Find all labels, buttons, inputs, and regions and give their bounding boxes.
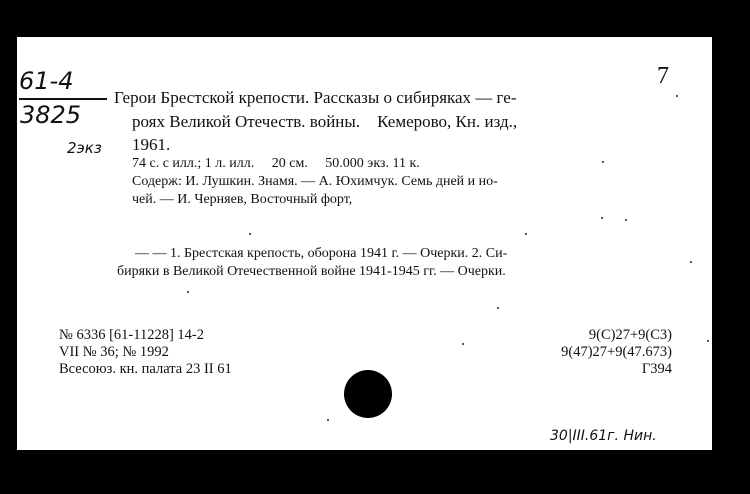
classification-2: 9(47)27+9(47.673): [561, 344, 672, 360]
scan-speck: [625, 219, 627, 221]
footer-chamber: Всесоюз. кн. палата 23 II 61: [59, 361, 232, 377]
scan-speck: [690, 261, 692, 263]
handwritten-number-top: 61-4: [19, 67, 74, 95]
handwritten-number-bottom: 3825: [20, 101, 82, 129]
scan-speck: [249, 233, 251, 235]
card-number: 7: [657, 63, 669, 89]
handwritten-copies-note: 2экз: [67, 139, 102, 157]
title-line-3: 1961.: [132, 135, 171, 154]
scan-speck: [676, 95, 678, 97]
subjects-line-2: биряки в Великой Отечественной войне 1941-1945 гг. — Очерки.: [117, 264, 506, 279]
footer-record-number: № 6336 [61-11228] 14-2: [59, 327, 204, 343]
scan-speck: [601, 217, 603, 219]
title-line-2: роях Великой Отечеств. войны. Кемерово, Кн. изд.,: [132, 112, 518, 131]
scan-speck: [707, 340, 709, 342]
punch-hole: [344, 370, 392, 418]
footer-series: VII № 36; № 1992: [59, 344, 169, 360]
handwritten-date-note: 30|III.61г. Нин.: [550, 428, 657, 444]
subjects-line-1: — — 1. Брестская крепость, оборона 1941 г. — Очерки. 2. Си-: [135, 246, 508, 261]
classification-3: Г394: [641, 361, 672, 377]
scan-speck: [327, 419, 329, 421]
physical-description: 74 с. с илл.; 1 л. илл. 20 см. 50.000 экз. 11 к.: [132, 156, 420, 171]
scan-speck: [462, 343, 464, 345]
classification-1: 9(С)27+9(С3): [588, 327, 672, 343]
scan-speck: [497, 307, 499, 309]
contents-line-2: чей. — И. Черняев, Восточный форт,: [132, 192, 353, 207]
scan-speck: [525, 233, 527, 235]
contents-line-1: Содерж: И. Лушкин. Знамя. — А. Юхимчук. Семь дней и но-: [132, 174, 498, 189]
title-line-1: Герои Брестской крепости. Рассказы о сибиряках — ге-: [114, 88, 517, 107]
catalog-card: [17, 37, 712, 450]
scan-speck: [602, 161, 604, 163]
scan-speck: [187, 291, 189, 293]
handwritten-underline: [19, 98, 107, 100]
